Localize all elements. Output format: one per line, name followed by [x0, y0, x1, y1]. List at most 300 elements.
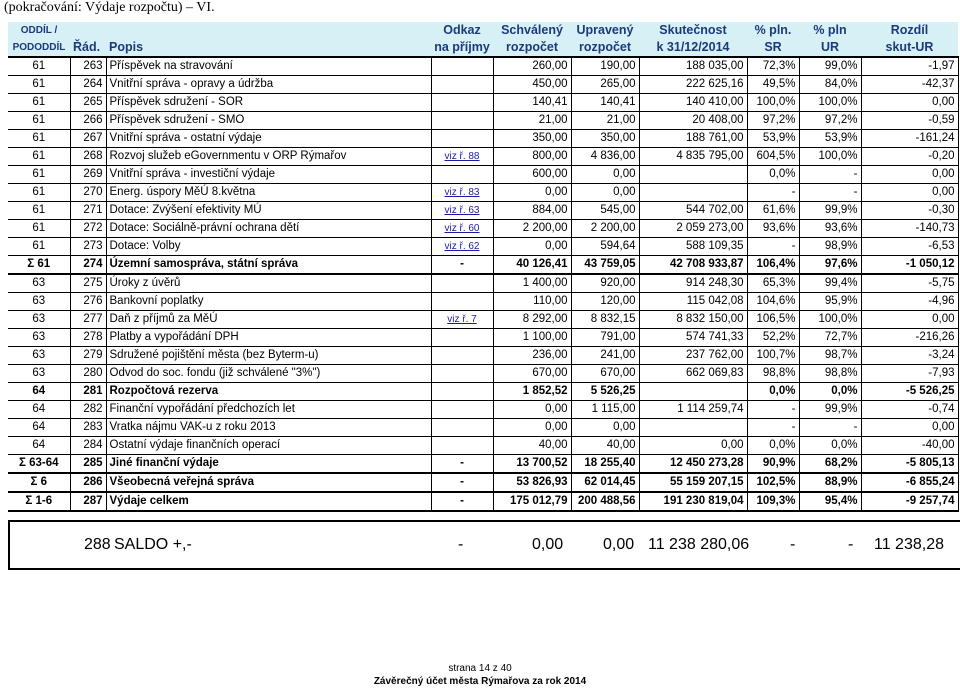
cell-skutecnost: 115 042,08 [639, 293, 747, 311]
reference-link[interactable]: viz ř. 88 [444, 151, 480, 162]
header-oddil: ODDÍL / [8, 22, 70, 39]
header-pln-sr: % pln. [747, 22, 799, 39]
cell-oddil: 64 [8, 437, 70, 455]
cell-pln-ur: - [799, 184, 861, 202]
reference-link[interactable]: viz ř. 63 [444, 205, 480, 216]
cell-schvaleny: 40,00 [493, 437, 571, 455]
cell-popis: Sdružené pojištění města (bez Byterm-u) [106, 347, 431, 365]
cell-pln-sr: 53,9% [747, 130, 799, 148]
cell-rad: 287 [70, 492, 106, 511]
cell-popis: Rozpočtová rezerva [106, 383, 431, 401]
cell-skutecnost: 191 230 819,04 [639, 492, 747, 511]
cell-upraveny: 2 200,00 [571, 220, 639, 238]
table-row [8, 94, 958, 112]
cell-rozdil: -5 526,25 [861, 383, 958, 401]
cell-rad: 267 [70, 130, 106, 148]
cell-upraveny: 594,64 [571, 238, 639, 256]
cell-upraveny: 670,00 [571, 365, 639, 383]
reference-link[interactable]: viz ř. 62 [444, 241, 480, 252]
cell-pln-sr: 97,2% [747, 112, 799, 130]
table-row [8, 148, 958, 166]
cell-oddil: Σ 6 [8, 473, 70, 492]
cell-schvaleny: 175 012,79 [493, 492, 571, 511]
cell-odkaz [431, 130, 493, 148]
cell-rad: 263 [70, 57, 106, 76]
cell-schvaleny: 450,00 [493, 76, 571, 94]
cell-pln-sr: 109,3% [747, 492, 799, 511]
cell-upraveny: 920,00 [571, 274, 639, 293]
cell-pln-ur: 97,6% [799, 256, 861, 275]
cell-skutecnost: 574 741,33 [639, 329, 747, 347]
cell-oddil: 61 [8, 76, 70, 94]
cell-schvaleny: 236,00 [493, 347, 571, 365]
cell-pln-ur: 98,9% [799, 238, 861, 256]
cell-oddil: Σ 63-64 [8, 455, 70, 474]
cell-rad: 284 [70, 437, 106, 455]
cell-upraveny: 43 759,05 [571, 256, 639, 275]
cell-pln-ur: 99,4% [799, 274, 861, 293]
table-row [8, 112, 958, 130]
header-schvaleny: Schválený [493, 22, 571, 39]
cell-oddil: 64 [8, 383, 70, 401]
saldo-pln-sr: - [790, 536, 796, 553]
cell-rozdil: 0,00 [861, 419, 958, 437]
table-row [8, 419, 958, 437]
table-row [8, 202, 958, 220]
table-row [8, 57, 958, 76]
cell-pln-ur: 53,9% [799, 130, 861, 148]
cell-oddil: 63 [8, 347, 70, 365]
cell-pln-sr: 61,6% [747, 202, 799, 220]
cell-pln-ur: 97,2% [799, 112, 861, 130]
cell-pln-ur: 100,0% [799, 311, 861, 329]
table-row [8, 492, 958, 511]
cell-schvaleny: 600,00 [493, 166, 571, 184]
cell-schvaleny: 40 126,41 [493, 256, 571, 275]
cell-popis: Dotace: Volby [106, 238, 431, 256]
cell-pln-sr: 100,7% [747, 347, 799, 365]
cell-odkaz [431, 76, 493, 94]
cell-oddil: 61 [8, 202, 70, 220]
cell-schvaleny: 2 200,00 [493, 220, 571, 238]
cell-odkaz [431, 347, 493, 365]
cell-pln-sr: 0,0% [747, 166, 799, 184]
cell-schvaleny: 260,00 [493, 57, 571, 76]
cell-oddil: 61 [8, 112, 70, 130]
cell-skutecnost: 662 069,83 [639, 365, 747, 383]
header-popis: Popis [106, 39, 431, 57]
cell-pln-ur: - [799, 166, 861, 184]
cell-odkaz [431, 112, 493, 130]
cell-schvaleny: 1 400,00 [493, 274, 571, 293]
cell-schvaleny: 350,00 [493, 130, 571, 148]
cell-upraveny: 265,00 [571, 76, 639, 94]
cell-schvaleny: 0,00 [493, 401, 571, 419]
cell-odkaz [431, 148, 493, 166]
cell-odkaz [431, 329, 493, 347]
table-row [8, 76, 958, 94]
cell-popis: Všeobecná veřejná správa [106, 473, 431, 492]
cell-schvaleny: 1 100,00 [493, 329, 571, 347]
header-schvaleny-2: rozpočet [493, 39, 571, 57]
table-row [8, 238, 958, 256]
cell-odkaz [431, 94, 493, 112]
cell-upraveny: 18 255,40 [571, 455, 639, 474]
cell-pln-sr: 90,9% [747, 455, 799, 474]
cell-oddil: 61 [8, 94, 70, 112]
cell-rozdil: -6 855,24 [861, 473, 958, 492]
header-skutecnost-2: k 31/12/2014 [639, 39, 747, 57]
header-skutecnost: Skutečnost [639, 22, 747, 39]
header-pln-ur-2: UR [799, 39, 861, 57]
cell-rad: 271 [70, 202, 106, 220]
cell-popis: Finanční vypořádání předchozích let [106, 401, 431, 419]
cell-rad: 279 [70, 347, 106, 365]
cell-schvaleny: 884,00 [493, 202, 571, 220]
reference-link[interactable]: viz ř. 60 [444, 223, 480, 234]
cell-popis: Vnitřní správa - ostatní výdaje [106, 130, 431, 148]
cell-popis: Územní samospráva, státní správa [106, 256, 431, 275]
cell-upraveny: 791,00 [571, 329, 639, 347]
cell-rad: 269 [70, 166, 106, 184]
cell-upraveny: 120,00 [571, 293, 639, 311]
cell-rad: 272 [70, 220, 106, 238]
cell-popis: Daň z příjmů za MěÚ [106, 311, 431, 329]
cell-rozdil: -140,73 [861, 220, 958, 238]
cell-pln-ur: 68,2% [799, 455, 861, 474]
saldo-odkaz: - [458, 536, 464, 553]
cell-schvaleny: 0,00 [493, 184, 571, 202]
table-row [8, 365, 958, 383]
cell-rozdil: 0,00 [861, 94, 958, 112]
cell-upraveny: 545,00 [571, 202, 639, 220]
cell-odkaz [431, 238, 493, 256]
cell-pln-ur: 99,9% [799, 401, 861, 419]
saldo-label: SALDO +,- [114, 536, 192, 553]
cell-popis: Příspěvek na stravování [106, 57, 431, 76]
cell-skutecnost: 188 761,00 [639, 130, 747, 148]
table-row [8, 293, 958, 311]
cell-popis: Vnitřní správa - investiční výdaje [106, 166, 431, 184]
cell-schvaleny: 0,00 [493, 419, 571, 437]
cell-popis: Úroky z úvěrů [106, 274, 431, 293]
cell-odkaz: - [431, 473, 493, 492]
cell-odkaz [431, 184, 493, 202]
cell-upraveny: 0,00 [571, 166, 639, 184]
cell-skutecnost: 222 625,16 [639, 76, 747, 94]
header-upraveny-2: rozpočet [571, 39, 639, 57]
cell-rad: 285 [70, 455, 106, 474]
cell-skutecnost: 42 708 933,87 [639, 256, 747, 275]
table-row [8, 256, 958, 275]
cell-popis: Dotace: Zvýšení efektivity MÚ [106, 202, 431, 220]
cell-rad: 266 [70, 112, 106, 130]
cell-oddil: 63 [8, 365, 70, 383]
cell-rozdil: 0,00 [861, 311, 958, 329]
cell-schvaleny: 13 700,52 [493, 455, 571, 474]
table-row [8, 329, 958, 347]
cell-upraveny: 140,41 [571, 94, 639, 112]
header-pln-sr-2: SR [747, 39, 799, 57]
cell-pln-ur: 0,0% [799, 383, 861, 401]
cell-popis: Příspěvek sdružení - SMO [106, 112, 431, 130]
cell-odkaz: - [431, 256, 493, 275]
cell-rad: 281 [70, 383, 106, 401]
cell-pln-sr: 100,0% [747, 94, 799, 112]
cell-upraveny: 200 488,56 [571, 492, 639, 511]
table-row [8, 437, 958, 455]
cell-schvaleny: 110,00 [493, 293, 571, 311]
cell-pln-sr: 93,6% [747, 220, 799, 238]
cell-odkaz [431, 311, 493, 329]
cell-oddil: 63 [8, 293, 70, 311]
cell-rozdil: -5 805,13 [861, 455, 958, 474]
cell-rozdil: -40,00 [861, 437, 958, 455]
cell-popis: Rozvoj služeb eGovernmentu v ORP Rýmařov [106, 148, 431, 166]
cell-rozdil: -9 257,74 [861, 492, 958, 511]
cell-oddil: 63 [8, 329, 70, 347]
cell-rozdil: -7,93 [861, 365, 958, 383]
table-row [8, 220, 958, 238]
table-row [8, 401, 958, 419]
cell-skutecnost: 0,00 [639, 437, 747, 455]
cell-odkaz [431, 419, 493, 437]
cell-pln-sr: 49,5% [747, 76, 799, 94]
cell-oddil: 61 [8, 130, 70, 148]
cell-skutecnost: 1 114 259,74 [639, 401, 747, 419]
cell-oddil: 63 [8, 274, 70, 293]
cell-pln-sr: - [747, 238, 799, 256]
table-row [8, 455, 958, 474]
header-pododdil: PODODDÍL [8, 39, 70, 57]
table-row [8, 184, 958, 202]
cell-upraveny: 4 836,00 [571, 148, 639, 166]
cell-schvaleny: 800,00 [493, 148, 571, 166]
cell-pln-ur: 72,7% [799, 329, 861, 347]
cell-upraveny: 1 115,00 [571, 401, 639, 419]
cell-schvaleny: 8 292,00 [493, 311, 571, 329]
cell-pln-ur: 95,4% [799, 492, 861, 511]
saldo-ur: 0,00 [603, 536, 635, 553]
cell-rozdil: -161,24 [861, 130, 958, 148]
reference-link[interactable]: viz ř. 7 [447, 314, 477, 325]
cell-rad: 265 [70, 94, 106, 112]
cell-popis: Ostatní výdaje finančních operací [106, 437, 431, 455]
cell-skutecnost: 20 408,00 [639, 112, 747, 130]
cell-popis: Bankovní poplatky [106, 293, 431, 311]
cell-popis: Vratka nájmu VAK-u z roku 2013 [106, 419, 431, 437]
cell-schvaleny: 670,00 [493, 365, 571, 383]
header-pln-ur: % pln [799, 22, 861, 39]
cell-pln-sr: 102,5% [747, 473, 799, 492]
cell-odkaz [431, 202, 493, 220]
cell-skutecnost: 8 832 150,00 [639, 311, 747, 329]
cell-popis: Příspěvek sdružení - SOR [106, 94, 431, 112]
cell-pln-ur: 100,0% [799, 94, 861, 112]
cell-oddil: 61 [8, 57, 70, 76]
cell-schvaleny: 1 852,52 [493, 383, 571, 401]
cell-upraveny: 350,00 [571, 130, 639, 148]
cell-upraveny: 21,00 [571, 112, 639, 130]
cell-pln-sr: 106,5% [747, 311, 799, 329]
saldo-rad: 288 [84, 536, 111, 553]
cell-upraveny: 5 526,25 [571, 383, 639, 401]
cell-rozdil: -0,30 [861, 202, 958, 220]
cell-rad: 268 [70, 148, 106, 166]
cell-pln-sr: 104,6% [747, 293, 799, 311]
saldo-skutecnost: 11 238 280,06 [648, 536, 750, 553]
cell-odkaz [431, 220, 493, 238]
page-number: strana 14 z 40 [448, 663, 512, 674]
cell-popis: Dotace: Sociálně-právní ochrana dětí [106, 220, 431, 238]
cell-oddil: 61 [8, 166, 70, 184]
cell-pln-sr: 106,4% [747, 256, 799, 275]
cell-rad: 278 [70, 329, 106, 347]
cell-skutecnost [639, 184, 747, 202]
cell-upraveny: 190,00 [571, 57, 639, 76]
cell-rozdil: -42,37 [861, 76, 958, 94]
cell-odkaz [431, 401, 493, 419]
cell-oddil: 61 [8, 238, 70, 256]
cell-skutecnost [639, 383, 747, 401]
cell-rozdil: 0,00 [861, 184, 958, 202]
cell-skutecnost: 588 109,35 [639, 238, 747, 256]
table-row [8, 311, 958, 329]
cell-pln-sr: 52,2% [747, 329, 799, 347]
cell-oddil: Σ 61 [8, 256, 70, 275]
cell-odkaz [431, 274, 493, 293]
cell-rad: 276 [70, 293, 106, 311]
cell-schvaleny: 53 826,93 [493, 473, 571, 492]
header-rozdil: Rozdíl [861, 22, 958, 39]
cell-pln-sr: - [747, 401, 799, 419]
cell-oddil: 61 [8, 184, 70, 202]
cell-skutecnost: 2 059 273,00 [639, 220, 747, 238]
cell-pln-ur: 0,0% [799, 437, 861, 455]
table-row [8, 166, 958, 184]
cell-popis: Platby a vypořádání DPH [106, 329, 431, 347]
cell-rozdil: -0,74 [861, 401, 958, 419]
cell-popis: Energ. úspory MěÚ 8.května [106, 184, 431, 202]
header-odkaz: Odkaz [431, 22, 493, 39]
cell-rozdil: -3,24 [861, 347, 958, 365]
cell-pln-sr: - [747, 419, 799, 437]
cell-rad: 273 [70, 238, 106, 256]
header-upraveny: Upravený [571, 22, 639, 39]
table-row [8, 274, 958, 293]
cell-skutecnost: 188 035,00 [639, 57, 747, 76]
cell-skutecnost: 544 702,00 [639, 202, 747, 220]
cell-pln-ur: 100,0% [799, 148, 861, 166]
cell-rozdil: -1,97 [861, 57, 958, 76]
cell-popis: Jiné finanční výdaje [106, 455, 431, 474]
cell-rad: 282 [70, 401, 106, 419]
cell-schvaleny: 21,00 [493, 112, 571, 130]
cell-pln-sr: - [747, 184, 799, 202]
cell-pln-ur: 88,9% [799, 473, 861, 492]
cell-pln-sr: 0,0% [747, 383, 799, 401]
cell-popis: Výdaje celkem [106, 492, 431, 511]
cell-rad: 274 [70, 256, 106, 275]
cell-rozdil: -4,96 [861, 293, 958, 311]
cell-skutecnost [639, 419, 747, 437]
cell-schvaleny: 140,41 [493, 94, 571, 112]
cell-rad: 280 [70, 365, 106, 383]
cell-upraveny: 0,00 [571, 184, 639, 202]
cell-pln-sr: 72,3% [747, 57, 799, 76]
cell-skutecnost: 12 450 273,28 [639, 455, 747, 474]
cell-oddil: 63 [8, 311, 70, 329]
cell-odkaz [431, 365, 493, 383]
cell-pln-sr: 65,3% [747, 274, 799, 293]
cell-pln-ur: 84,0% [799, 76, 861, 94]
cell-rozdil: 0,00 [861, 166, 958, 184]
table-body [8, 57, 958, 511]
cell-odkaz [431, 166, 493, 184]
cell-skutecnost: 914 248,30 [639, 274, 747, 293]
cell-pln-ur: 99,0% [799, 57, 861, 76]
cell-pln-sr: 604,5% [747, 148, 799, 166]
cell-odkaz [431, 437, 493, 455]
saldo-sr: 0,00 [532, 536, 564, 553]
cell-oddil: Σ 1-6 [8, 492, 70, 511]
cell-popis: Vnitřní správa - opravy a údržba [106, 76, 431, 94]
cell-rozdil: -0,59 [861, 112, 958, 130]
table-row [8, 347, 958, 365]
document-title: Závěrečný účet města Rýmařova za rok 2014 [373, 676, 587, 687]
cell-pln-ur: 99,9% [799, 202, 861, 220]
cell-oddil: 64 [8, 401, 70, 419]
cell-pln-sr: 0,0% [747, 437, 799, 455]
page-caption: (pokračování: Výdaje rozpočtu) – VI. [4, 0, 215, 15]
cell-rad: 283 [70, 419, 106, 437]
cell-pln-sr: 98,8% [747, 365, 799, 383]
cell-rad: 270 [70, 184, 106, 202]
cell-rozdil: -5,75 [861, 274, 958, 293]
cell-skutecnost: 55 159 207,15 [639, 473, 747, 492]
table-row [8, 473, 958, 492]
cell-rad: 286 [70, 473, 106, 492]
cell-odkaz [431, 57, 493, 76]
cell-pln-ur: 98,7% [799, 347, 861, 365]
cell-rozdil: -216,26 [861, 329, 958, 347]
cell-rad: 264 [70, 76, 106, 94]
header-rad: Řád. [70, 39, 106, 57]
cell-pln-ur: - [799, 419, 861, 437]
budget-table [8, 22, 959, 512]
cell-schvaleny: 0,00 [493, 238, 571, 256]
cell-odkaz: - [431, 455, 493, 474]
cell-upraveny: 40,00 [571, 437, 639, 455]
reference-link[interactable]: viz ř. 83 [444, 187, 480, 198]
cell-rozdil: -6,53 [861, 238, 958, 256]
cell-rozdil: -1 050,12 [861, 256, 958, 275]
cell-pln-ur: 93,6% [799, 220, 861, 238]
cell-upraveny: 0,00 [571, 419, 639, 437]
cell-odkaz [431, 383, 493, 401]
cell-upraveny: 241,00 [571, 347, 639, 365]
cell-upraveny: 8 832,15 [571, 311, 639, 329]
cell-skutecnost: 237 762,00 [639, 347, 747, 365]
cell-odkaz: - [431, 492, 493, 511]
cell-oddil: 64 [8, 419, 70, 437]
header-rozdil-2: skut-UR [861, 39, 958, 57]
cell-pln-ur: 95,9% [799, 293, 861, 311]
cell-rad: 277 [70, 311, 106, 329]
saldo-pln-ur: - [848, 536, 854, 553]
cell-skutecnost: 4 835 795,00 [639, 148, 747, 166]
saldo-rozdil: 11 238,28 [874, 536, 944, 553]
